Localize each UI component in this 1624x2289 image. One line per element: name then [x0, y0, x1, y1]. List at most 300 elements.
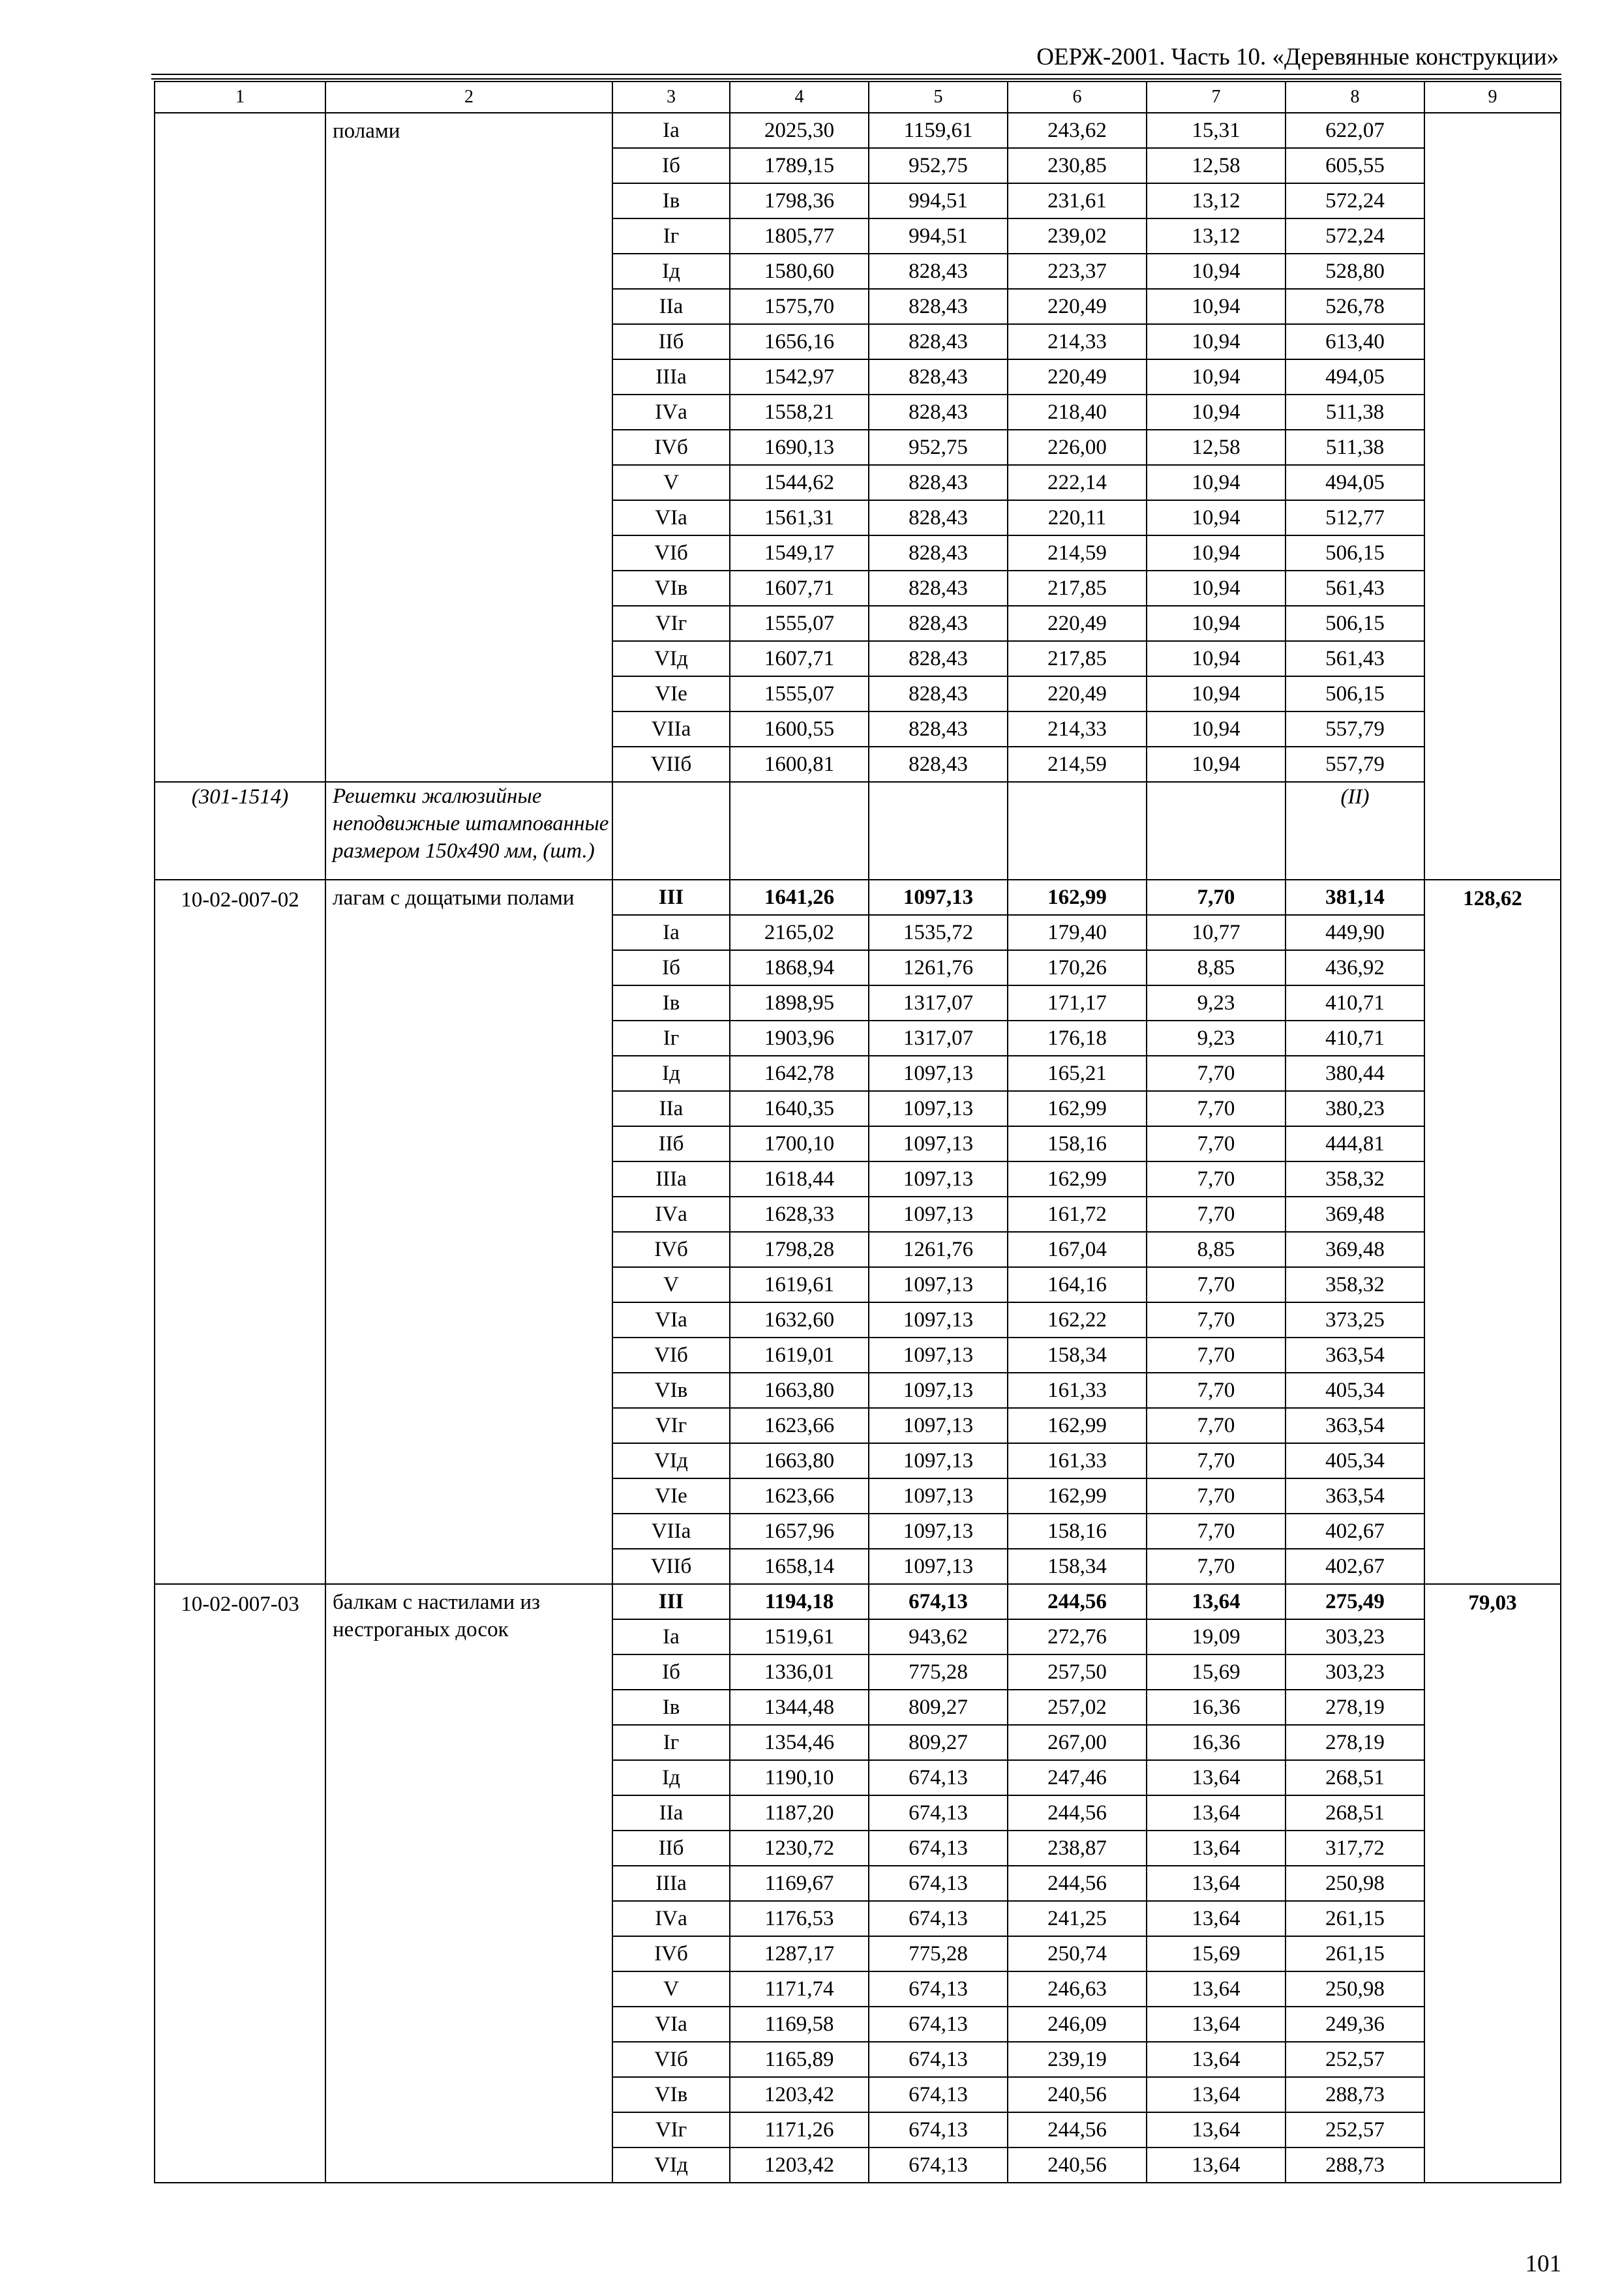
value-cell: 1607,71: [730, 641, 869, 676]
value-cell: 1171,26: [730, 2112, 869, 2147]
zone-cell: VIг: [612, 606, 730, 641]
value-cell: 1354,46: [730, 1725, 869, 1760]
material-name: Решетки жалюзийные неподвижные штампованные размером 150х490 мм, (шт.): [325, 782, 612, 880]
value-cell: 1558,21: [730, 395, 869, 430]
value-cell: 10,94: [1147, 606, 1286, 641]
rates-table: [154, 81, 1561, 2183]
value-cell: 402,67: [1286, 1514, 1424, 1549]
value-cell: 1097,13: [869, 1197, 1008, 1232]
value-cell: 278,19: [1286, 1725, 1424, 1760]
zone-cell: IIIа: [612, 1161, 730, 1197]
value-cell: 775,28: [869, 1936, 1008, 1971]
value-cell: 1287,17: [730, 1936, 869, 1971]
value-cell: 239,19: [1008, 2042, 1147, 2077]
value-cell: 1535,72: [869, 915, 1008, 950]
material-qty: (II): [1286, 782, 1424, 880]
value-cell: 13,64: [1147, 1831, 1286, 1866]
column-number: 4: [730, 82, 869, 113]
value-cell: 828,43: [869, 395, 1008, 430]
value-cell: 775,28: [869, 1654, 1008, 1690]
value-cell: 1544,62: [730, 465, 869, 500]
value-cell: 303,23: [1286, 1619, 1424, 1654]
value-cell: 214,33: [1008, 324, 1147, 359]
value-cell: 10,77: [1147, 915, 1286, 950]
zone-cell: IIIа: [612, 359, 730, 395]
zone-cell: Iа: [612, 113, 730, 148]
value-cell: 220,11: [1008, 500, 1147, 535]
zone-cell: VIа: [612, 500, 730, 535]
value-cell: 1097,13: [869, 1267, 1008, 1302]
value-cell: 268,51: [1286, 1795, 1424, 1831]
value-cell: 9,23: [1147, 1021, 1286, 1056]
value-cell: 9,23: [1147, 985, 1286, 1021]
table-row: [155, 113, 1561, 148]
value-cell: 8,85: [1147, 950, 1286, 985]
value-cell: 158,16: [1008, 1514, 1147, 1549]
code-cell: [155, 113, 325, 782]
value-cell: 674,13: [869, 1831, 1008, 1866]
value-cell: 7,70: [1147, 1091, 1286, 1126]
value-cell: 828,43: [869, 571, 1008, 606]
zone-cell: VIд: [612, 641, 730, 676]
zone-cell: Iд: [612, 254, 730, 289]
value-cell: 10,94: [1147, 254, 1286, 289]
value-cell: 828,43: [869, 535, 1008, 571]
value-cell: 1561,31: [730, 500, 869, 535]
value-cell: 994,51: [869, 218, 1008, 254]
value-cell: 10,94: [1147, 289, 1286, 324]
value-cell: 369,48: [1286, 1197, 1424, 1232]
value-cell: 1575,70: [730, 289, 869, 324]
zone-cell: IVб: [612, 430, 730, 465]
empty-cell: [1008, 782, 1147, 880]
value-cell: 247,46: [1008, 1760, 1147, 1795]
value-cell: 1097,13: [869, 1549, 1008, 1584]
value-cell: 1798,36: [730, 183, 869, 218]
zone-cell: VIа: [612, 2007, 730, 2042]
value-cell: 244,56: [1008, 2112, 1147, 2147]
value-cell: 943,62: [869, 1619, 1008, 1654]
zone-cell: Iг: [612, 1725, 730, 1760]
value-cell: 1187,20: [730, 1795, 869, 1831]
value-cell: 246,63: [1008, 1971, 1147, 2007]
zone-cell: VIIа: [612, 711, 730, 747]
value-cell: 809,27: [869, 1690, 1008, 1725]
value-cell: 557,79: [1286, 747, 1424, 782]
value-cell: 363,54: [1286, 1478, 1424, 1514]
value-cell: 1165,89: [730, 2042, 869, 2077]
col9-cell: 128,62: [1424, 880, 1561, 1584]
value-cell: 1097,13: [869, 1126, 1008, 1161]
value-cell: 1097,13: [869, 1056, 1008, 1091]
value-cell: 1344,48: [730, 1690, 869, 1725]
value-cell: 214,59: [1008, 535, 1147, 571]
value-cell: 380,23: [1286, 1091, 1424, 1126]
value-cell: 1903,96: [730, 1021, 869, 1056]
value-cell: 572,24: [1286, 218, 1424, 254]
value-cell: 1097,13: [869, 880, 1008, 915]
value-cell: 828,43: [869, 289, 1008, 324]
value-cell: 410,71: [1286, 985, 1424, 1021]
value-cell: 250,98: [1286, 1971, 1424, 2007]
value-cell: 13,64: [1147, 2042, 1286, 2077]
value-cell: 1097,13: [869, 1161, 1008, 1197]
zone-cell: VIв: [612, 571, 730, 606]
value-cell: 7,70: [1147, 1478, 1286, 1514]
value-cell: 828,43: [869, 500, 1008, 535]
col9-cell: [1424, 113, 1561, 880]
zone-cell: IIа: [612, 1091, 730, 1126]
value-cell: 15,69: [1147, 1936, 1286, 1971]
page-header: ОЕРЖ-2001. Часть 10. «Деревянные конструкции»: [1036, 44, 1559, 70]
value-cell: 358,32: [1286, 1161, 1424, 1197]
zone-cell: Iб: [612, 1654, 730, 1690]
name-cell: балкам с настилами из нестроганых досок: [325, 1584, 612, 2183]
value-cell: 13,64: [1147, 2077, 1286, 2112]
value-cell: 1097,13: [869, 1408, 1008, 1443]
value-cell: 217,85: [1008, 641, 1147, 676]
value-cell: 622,07: [1286, 113, 1424, 148]
value-cell: 363,54: [1286, 1338, 1424, 1373]
value-cell: 828,43: [869, 711, 1008, 747]
column-number: 3: [612, 82, 730, 113]
column-number: 7: [1147, 82, 1286, 113]
value-cell: 162,99: [1008, 1478, 1147, 1514]
value-cell: 16,36: [1147, 1725, 1286, 1760]
value-cell: 381,14: [1286, 880, 1424, 915]
value-cell: 164,16: [1008, 1267, 1147, 1302]
value-cell: 1261,76: [869, 1232, 1008, 1267]
value-cell: 526,78: [1286, 289, 1424, 324]
value-cell: 261,15: [1286, 1936, 1424, 1971]
value-cell: 1658,14: [730, 1549, 869, 1584]
value-cell: 217,85: [1008, 571, 1147, 606]
empty-cell: [869, 782, 1008, 880]
value-cell: 1176,53: [730, 1901, 869, 1936]
value-cell: 1619,61: [730, 1267, 869, 1302]
value-cell: 252,57: [1286, 2112, 1424, 2147]
value-cell: 828,43: [869, 254, 1008, 289]
value-cell: 13,12: [1147, 183, 1286, 218]
value-cell: 15,31: [1147, 113, 1286, 148]
value-cell: 7,70: [1147, 1056, 1286, 1091]
zone-cell: IVб: [612, 1936, 730, 1971]
value-cell: 214,59: [1008, 747, 1147, 782]
value-cell: 179,40: [1008, 915, 1147, 950]
zone-cell: VIе: [612, 676, 730, 711]
value-cell: 220,49: [1008, 359, 1147, 395]
value-cell: 250,98: [1286, 1866, 1424, 1901]
column-number: 8: [1286, 82, 1424, 113]
value-cell: 267,00: [1008, 1725, 1147, 1760]
value-cell: 2025,30: [730, 113, 869, 148]
zone-cell: VIIа: [612, 1514, 730, 1549]
value-cell: 176,18: [1008, 1021, 1147, 1056]
value-cell: 223,37: [1008, 254, 1147, 289]
value-cell: 7,70: [1147, 1408, 1286, 1443]
value-cell: 10,94: [1147, 324, 1286, 359]
value-cell: 1171,74: [730, 1971, 869, 2007]
value-cell: 572,24: [1286, 183, 1424, 218]
value-cell: 1656,16: [730, 324, 869, 359]
value-cell: 1663,80: [730, 1373, 869, 1408]
value-cell: 1580,60: [730, 254, 869, 289]
value-cell: 7,70: [1147, 1161, 1286, 1197]
page-number: 101: [1525, 2251, 1561, 2277]
value-cell: 449,90: [1286, 915, 1424, 950]
value-cell: 1097,13: [869, 1514, 1008, 1549]
column-number-row: [155, 82, 1561, 113]
column-number: 2: [325, 82, 612, 113]
zone-cell: Iа: [612, 915, 730, 950]
value-cell: 241,25: [1008, 1901, 1147, 1936]
value-cell: 1097,13: [869, 1302, 1008, 1338]
zone-cell: IVб: [612, 1232, 730, 1267]
value-cell: 358,32: [1286, 1267, 1424, 1302]
value-cell: 952,75: [869, 148, 1008, 183]
value-cell: 528,80: [1286, 254, 1424, 289]
value-cell: 244,56: [1008, 1795, 1147, 1831]
value-cell: 1623,66: [730, 1478, 869, 1514]
value-cell: 674,13: [869, 2112, 1008, 2147]
material-row: [155, 782, 1561, 880]
value-cell: 7,70: [1147, 1338, 1286, 1373]
zone-cell: IIб: [612, 1831, 730, 1866]
zone-cell: Iд: [612, 1056, 730, 1091]
value-cell: 674,13: [869, 2147, 1008, 2183]
value-cell: 10,94: [1147, 500, 1286, 535]
value-cell: 252,57: [1286, 2042, 1424, 2077]
value-cell: 167,04: [1008, 1232, 1147, 1267]
zone-cell: Iг: [612, 218, 730, 254]
value-cell: 238,87: [1008, 1831, 1147, 1866]
value-cell: 1203,42: [730, 2147, 869, 2183]
zone-cell: VIг: [612, 1408, 730, 1443]
zone-cell: IVа: [612, 395, 730, 430]
value-cell: 244,56: [1008, 1584, 1147, 1619]
value-cell: 226,00: [1008, 430, 1147, 465]
value-cell: 275,49: [1286, 1584, 1424, 1619]
value-cell: 1169,58: [730, 2007, 869, 2042]
zone-cell: VIв: [612, 1373, 730, 1408]
zone-cell: VIг: [612, 2112, 730, 2147]
value-cell: 278,19: [1286, 1690, 1424, 1725]
value-cell: 8,85: [1147, 1232, 1286, 1267]
value-cell: 1868,94: [730, 950, 869, 985]
material-code: (301-1514): [155, 782, 325, 880]
value-cell: 363,54: [1286, 1408, 1424, 1443]
value-cell: 1097,13: [869, 1373, 1008, 1408]
value-cell: 1230,72: [730, 1831, 869, 1866]
value-cell: 380,44: [1286, 1056, 1424, 1091]
value-cell: 674,13: [869, 1795, 1008, 1831]
col9-cell: 79,03: [1424, 1584, 1561, 2183]
value-cell: 828,43: [869, 641, 1008, 676]
value-cell: 13,64: [1147, 2007, 1286, 2042]
value-cell: 162,22: [1008, 1302, 1147, 1338]
value-cell: 10,94: [1147, 465, 1286, 500]
value-cell: 828,43: [869, 676, 1008, 711]
value-cell: 214,33: [1008, 711, 1147, 747]
value-cell: 952,75: [869, 430, 1008, 465]
value-cell: 494,05: [1286, 359, 1424, 395]
value-cell: 1097,13: [869, 1338, 1008, 1373]
header-rule-double: [151, 78, 1561, 80]
value-cell: 158,34: [1008, 1549, 1147, 1584]
value-cell: 16,36: [1147, 1690, 1286, 1725]
value-cell: 674,13: [869, 1760, 1008, 1795]
value-cell: 674,13: [869, 1584, 1008, 1619]
value-cell: 674,13: [869, 2077, 1008, 2112]
value-cell: 1640,35: [730, 1091, 869, 1126]
value-cell: 161,72: [1008, 1197, 1147, 1232]
zone-cell: III: [612, 1584, 730, 1619]
empty-cell: [730, 782, 869, 880]
value-cell: 13,64: [1147, 1795, 1286, 1831]
value-cell: 828,43: [869, 465, 1008, 500]
value-cell: 13,64: [1147, 1971, 1286, 2007]
value-cell: 10,94: [1147, 711, 1286, 747]
value-cell: 231,61: [1008, 183, 1147, 218]
value-cell: 19,09: [1147, 1619, 1286, 1654]
value-cell: 15,69: [1147, 1654, 1286, 1690]
column-number: 9: [1424, 82, 1561, 113]
value-cell: 7,70: [1147, 1549, 1286, 1584]
value-cell: 1159,61: [869, 113, 1008, 148]
zone-cell: VIа: [612, 1302, 730, 1338]
value-cell: 1203,42: [730, 2077, 869, 2112]
value-cell: 220,49: [1008, 289, 1147, 324]
value-cell: 1542,97: [730, 359, 869, 395]
value-cell: 1618,44: [730, 1161, 869, 1197]
zone-cell: VIб: [612, 535, 730, 571]
zone-cell: VIб: [612, 1338, 730, 1373]
value-cell: 674,13: [869, 1901, 1008, 1936]
value-cell: 1690,13: [730, 430, 869, 465]
value-cell: 13,12: [1147, 218, 1286, 254]
value-cell: 1700,10: [730, 1126, 869, 1161]
value-cell: 1607,71: [730, 571, 869, 606]
zone-cell: VIв: [612, 2077, 730, 2112]
value-cell: 162,99: [1008, 1161, 1147, 1197]
value-cell: 2165,02: [730, 915, 869, 950]
value-cell: 1663,80: [730, 1443, 869, 1478]
zone-cell: IIа: [612, 289, 730, 324]
zone-cell: III: [612, 880, 730, 915]
value-cell: 402,67: [1286, 1549, 1424, 1584]
value-cell: 1555,07: [730, 676, 869, 711]
value-cell: 1805,77: [730, 218, 869, 254]
value-cell: 1194,18: [730, 1584, 869, 1619]
value-cell: 1628,33: [730, 1197, 869, 1232]
value-cell: 1657,96: [730, 1514, 869, 1549]
value-cell: 257,50: [1008, 1654, 1147, 1690]
value-cell: 1600,55: [730, 711, 869, 747]
value-cell: 1261,76: [869, 950, 1008, 985]
value-cell: 239,02: [1008, 218, 1147, 254]
value-cell: 272,76: [1008, 1619, 1147, 1654]
value-cell: 557,79: [1286, 711, 1424, 747]
value-cell: 162,99: [1008, 880, 1147, 915]
zone-cell: VIIб: [612, 1549, 730, 1584]
value-cell: 373,25: [1286, 1302, 1424, 1338]
value-cell: 1336,01: [730, 1654, 869, 1690]
value-cell: 288,73: [1286, 2147, 1424, 2183]
value-cell: 674,13: [869, 2007, 1008, 2042]
value-cell: 7,70: [1147, 1267, 1286, 1302]
value-cell: 13,64: [1147, 2147, 1286, 2183]
value-cell: 994,51: [869, 183, 1008, 218]
value-cell: 288,73: [1286, 2077, 1424, 2112]
value-cell: 1097,13: [869, 1443, 1008, 1478]
value-cell: 171,17: [1008, 985, 1147, 1021]
value-cell: 512,77: [1286, 500, 1424, 535]
value-cell: 244,56: [1008, 1866, 1147, 1901]
value-cell: 1549,17: [730, 535, 869, 571]
value-cell: 605,55: [1286, 148, 1424, 183]
value-cell: 13,64: [1147, 2112, 1286, 2147]
table-row-main: [155, 1584, 1561, 1619]
value-cell: 828,43: [869, 747, 1008, 782]
value-cell: 250,74: [1008, 1936, 1147, 1971]
value-cell: 506,15: [1286, 606, 1424, 641]
value-cell: 12,58: [1147, 148, 1286, 183]
zone-cell: IIIа: [612, 1866, 730, 1901]
value-cell: 7,70: [1147, 880, 1286, 915]
value-cell: 249,36: [1286, 2007, 1424, 2042]
value-cell: 257,02: [1008, 1690, 1147, 1725]
value-cell: 162,99: [1008, 1408, 1147, 1443]
value-cell: 246,09: [1008, 2007, 1147, 2042]
value-cell: 828,43: [869, 324, 1008, 359]
value-cell: 268,51: [1286, 1760, 1424, 1795]
zone-cell: Iг: [612, 1021, 730, 1056]
value-cell: 1642,78: [730, 1056, 869, 1091]
value-cell: 161,33: [1008, 1373, 1147, 1408]
value-cell: 1789,15: [730, 148, 869, 183]
value-cell: 230,85: [1008, 148, 1147, 183]
value-cell: 1169,67: [730, 1866, 869, 1901]
value-cell: 7,70: [1147, 1373, 1286, 1408]
value-cell: 7,70: [1147, 1302, 1286, 1338]
value-cell: 1798,28: [730, 1232, 869, 1267]
value-cell: 7,70: [1147, 1443, 1286, 1478]
value-cell: 222,14: [1008, 465, 1147, 500]
zone-cell: VIб: [612, 2042, 730, 2077]
value-cell: 158,34: [1008, 1338, 1147, 1373]
zone-cell: Iд: [612, 1760, 730, 1795]
value-cell: 1600,81: [730, 747, 869, 782]
value-cell: 436,92: [1286, 950, 1424, 985]
value-cell: 1555,07: [730, 606, 869, 641]
zone-cell: V: [612, 1971, 730, 2007]
value-cell: 13,64: [1147, 1584, 1286, 1619]
value-cell: 7,70: [1147, 1197, 1286, 1232]
value-cell: 10,94: [1147, 641, 1286, 676]
zone-cell: VIд: [612, 2147, 730, 2183]
value-cell: 162,99: [1008, 1091, 1147, 1126]
value-cell: 1619,01: [730, 1338, 869, 1373]
column-number: 1: [155, 82, 325, 113]
zone-cell: Iа: [612, 1619, 730, 1654]
zone-cell: VIд: [612, 1443, 730, 1478]
zone-cell: IIа: [612, 1795, 730, 1831]
value-cell: 7,70: [1147, 1514, 1286, 1549]
empty-cell: [1147, 782, 1286, 880]
value-cell: 1519,61: [730, 1619, 869, 1654]
value-cell: 674,13: [869, 1866, 1008, 1901]
zone-cell: Iв: [612, 985, 730, 1021]
